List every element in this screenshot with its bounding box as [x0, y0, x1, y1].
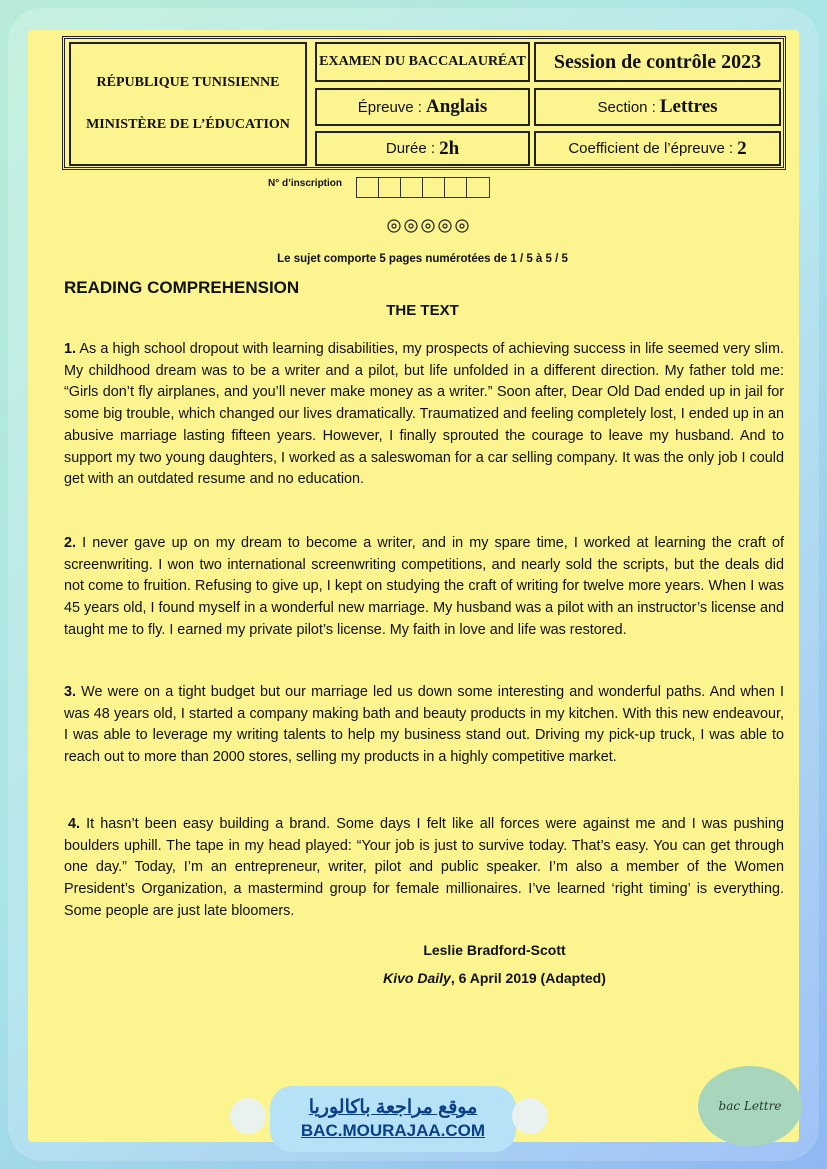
- site-logo-icon: [230, 1098, 266, 1134]
- paragraph-text: It hasn’t been easy building a brand. Some days I felt like all forces were against me and I was pushing boulders uphill. The tape in my head played: “Your job is just to survive today. That’s easy. You can get through one day.” Today, I’m an entrepreneur, writer, pilot and public speaker. I’m also a member of the Women President’s Organization, a mastermind group for female millionaires. I’ve learned ‘right timing’ is everything. Some people are just late bloomers.: [64, 816, 784, 919]
- inscription-box[interactable]: [401, 178, 423, 197]
- site-logo-icon: [512, 1098, 548, 1134]
- paragraph-number: 3.: [64, 684, 77, 700]
- ministry-label: MINISTÈRE DE L’ÉDUCATION: [86, 117, 290, 132]
- exam-title: EXAMEN DU BACCALAURÉAT: [315, 42, 530, 82]
- paragraph-number: 4.: [68, 816, 81, 832]
- paragraph-number: 1.: [64, 341, 77, 357]
- duree-label: Durée :: [385, 140, 436, 157]
- section-label: Section :: [597, 98, 656, 116]
- paragraph-2: [64, 533, 784, 642]
- pages-note: Le sujet comporte 5 pages numérotées de 1 / 5 à 5 / 5: [277, 253, 568, 265]
- watermark-arabic: موقع مراجعة باكالوريا: [308, 1097, 478, 1118]
- section-value: Lettres: [659, 96, 718, 117]
- source-title: Kivo Daily: [383, 970, 451, 986]
- watermark-badge[interactable]: [270, 1086, 516, 1152]
- text-title: THE TEXT: [386, 302, 459, 319]
- institution-cell: [69, 42, 307, 166]
- inscription-box[interactable]: [379, 178, 401, 197]
- source-date: , 6 April 2019 (Adapted): [450, 970, 606, 986]
- source-citation: [0, 970, 827, 986]
- inscription-box[interactable]: [445, 178, 467, 197]
- epreuve-cell: [315, 88, 530, 126]
- inscription-box[interactable]: [357, 178, 379, 197]
- paragraph-text: I never gave up on my dream to become a writer, and in my spare time, I worked at learning the craft of screenwriting. I won two international screenwriting competitions, and nearly sold the scripts, but the deals did not come to fruition. Refusing to give up, I kept on studying the craft of writing for twelve more years. When I was 45 years old, I found myself in a wonderful new marriage. My husband was a pilot with an instructor’s license and taught me to fly. I earned my private pilot’s license. My faith in love and life was restored.: [64, 535, 784, 638]
- epreuve-value: Anglais: [425, 96, 488, 117]
- coefficient-cell: [534, 131, 781, 166]
- coefficient-label: Coefficient de l’épreuve :: [568, 140, 734, 157]
- duree-value: 2h: [439, 137, 460, 159]
- paragraph-number: 2.: [64, 535, 77, 551]
- epreuve-label: Épreuve :: [357, 98, 422, 116]
- watermark-url[interactable]: BAC.MOURAJAA.COM: [300, 1121, 486, 1140]
- section-cell: [534, 88, 781, 126]
- section-heading: READING COMPREHENSION: [64, 278, 300, 297]
- author-name: Leslie Bradford-Scott: [423, 942, 566, 958]
- inscription-boxes[interactable]: [356, 177, 490, 198]
- coefficient-value: 2: [737, 137, 747, 159]
- inscription-box[interactable]: [423, 178, 445, 197]
- duree-cell: [315, 131, 530, 166]
- paragraph-4: [64, 814, 784, 923]
- paragraph-text: As a high school dropout with learning disabilities, my prospects of achieving success in life seemed very slim. My childhood dream was to be a writer and a pilot, but life unfolded in a different direction. My father told me: “Girls don’t fly airplanes, and you’ll never make money as a writer.” Soon after, Dear Old Dad ended up in jail for some big trouble, which changed our lives dramatically. Traumatized and feeling completely lost, I ended up in an abusive marriage lasting fifteen years. However, I finally sprouted the courage to leave my husband. And to support my two young daughters, I worked as a saleswoman for a car selling company. It was the only job I could get with an outdated resume and no education.: [64, 341, 784, 488]
- exam-header-table: [62, 36, 786, 170]
- session-title: Session de contrôle 2023: [534, 42, 781, 82]
- paragraph-text: We were on a tight budget but our marriage led us down some interesting and wonderful paths. And when I was 48 years old, I started a company making bath and beauty products in my kitchen. With this new endeavour, I was able to leverage my writing talents to help my business stand out. Driving my pick-up truck, I was able to reach out to more than 2000 stores, selling my products in a highly competitive market.: [64, 684, 784, 766]
- bac-lettre-stamp: bac Lettre: [698, 1066, 802, 1146]
- ornament-icon: [385, 216, 471, 236]
- inscription-label: N° d’inscription: [268, 178, 342, 189]
- paragraph-1: [64, 339, 784, 491]
- inscription-box[interactable]: [467, 178, 489, 197]
- paragraph-3: [64, 682, 784, 769]
- republic-label: RÉPUBLIQUE TUNISIENNE: [96, 75, 280, 90]
